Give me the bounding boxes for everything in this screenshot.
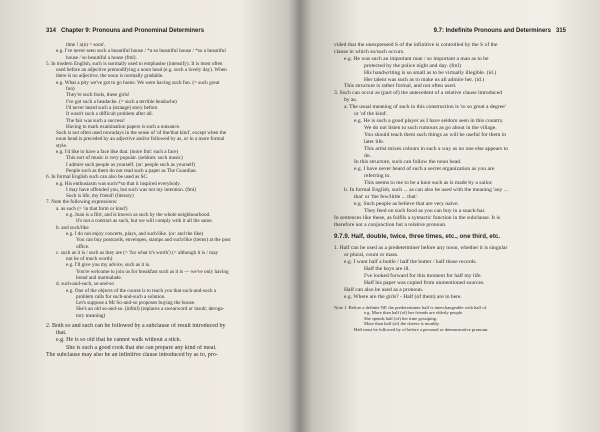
text-line: People such as them do not read such a paper as The Guardian. (66, 167, 197, 174)
left-page (0, 0, 292, 432)
text-line: Her talent was such as to make us all admire her. (id.) (364, 76, 485, 83)
text-line: e.g. Where are the girls? - Half (of them) are in here. (344, 293, 462, 300)
text-line: there is no adjective, the noun is normally gradable. (56, 73, 164, 80)
text-line: This seems to me to be a knot such as is made by a sailor. (364, 180, 493, 187)
text-line: You're welcome to join us for breakfast such as it is — we've only having (76, 268, 229, 275)
text-line: 5. In modern English, such is normally used to emphasise (intensify). It is most often (46, 60, 223, 67)
text-line: I've got such a headache. (= such a terrible headache) (66, 98, 177, 105)
text-line: a. The usual meaning of such in this construction is 'to so great a degree' (344, 104, 506, 111)
text-line: house / so beautiful a house (fml). (66, 54, 137, 61)
text-line: Such is not often used nowadays in the sense of 'of the/that kind', except when the (56, 130, 227, 137)
text-line: that' or 'the few/little ... that'. (354, 193, 419, 200)
text-line: protected by the police night and day. (fml) (364, 62, 461, 69)
text-line: e.g. One of the objects of the course is to teach you that such-and-such a (66, 287, 217, 294)
text-line: His handwriting is so small as to be virtually illegible. (id.) (364, 69, 497, 76)
text-line: Let's suppose a Mr So-and-so proposes buying the house. (76, 300, 196, 307)
text-line: e.g. He was such an important man / so important a man as to be (344, 55, 489, 62)
right-page-number: 315 (555, 28, 566, 34)
text-line: They're such fools, these girls! (66, 92, 130, 99)
text-line: 2. Both so and such can be followed by a subclause of result introduced by (46, 323, 226, 330)
text-line: e.g. He is so old that he cannot walk without a stick. (56, 337, 182, 344)
text-line: This artist mixes colours in such a way as no one else appears to (364, 145, 509, 152)
text-line: It wasn't such a difficult problem after all. (66, 111, 153, 118)
text-line: used before an adjective premodifying a noun head (e.g. such a lovely day). When (56, 67, 227, 74)
text-line: The fair was such a success! (66, 117, 125, 124)
text-line: More than half (of) the cheese is mouldy. (364, 321, 440, 327)
left-page-number: 314 (46, 28, 57, 34)
text-line: She spends half (of) her time gossiping. (364, 315, 438, 321)
text-line: In sentences like these, as fulfils a syntactic function in the subclause. It is (334, 214, 501, 221)
text-line: e.g. I do not enjoy concerts, plays, and such/like. (or: and the like) (66, 230, 204, 237)
note-block (334, 305, 574, 333)
text-line: This structure is rather formal, and not often used. (344, 83, 457, 90)
text-line: 1. Half can be used as a predeterminer before any noun, whether it is singular (334, 245, 508, 252)
text-line: Half the boys are ill. (364, 266, 410, 273)
text-line: Note 1. Before a definite NP, the predeterminer half is interchangeable with half of. (334, 304, 488, 310)
text-line: 7. Note the following expressions: (46, 199, 118, 206)
text-line: vided that the unexpressed S of the infinitive is controlled by the S of the (334, 42, 498, 48)
text-line: tory meaning) (76, 312, 106, 319)
text-line: e.g. More than half (of) her friends are elderly people. (364, 310, 464, 316)
text-line: office. (76, 243, 90, 250)
text-line: bread and marmalade. (76, 274, 122, 281)
text-line: style. (56, 142, 68, 149)
text-line: clause in which so/such occurs. (334, 48, 405, 55)
text-line: 6. In formal English such can also be used as SC. (46, 174, 149, 181)
text-line: later life. (364, 138, 385, 145)
text-line: e.g. I've never seen such a beautiful house / *a so beautiful house / *so a beautiful (56, 48, 226, 55)
text-line: Half must be followed by of before a personal or demonstrative pronoun. (354, 327, 489, 332)
right-body-text (334, 42, 574, 333)
text-line: I've looked forward for this moment for half my life. (364, 273, 482, 279)
text-line: time ! a(n) = soon'. (66, 42, 106, 48)
text-line: b. and such/like (56, 224, 89, 231)
text-line: referring to. (364, 173, 391, 180)
text-line: by as. (344, 97, 358, 104)
text-line: The subclause may also be an infinitive clause introduced by as to, pro- (46, 351, 218, 358)
text-line: This sort of music is very popular. (seldom: such music) (66, 155, 183, 162)
right-top-block (334, 42, 574, 228)
left-body-text (46, 42, 278, 359)
right-page (308, 0, 600, 432)
text-line: You can buy postcards, envelopes, stamps and such/like (items) at the post (76, 237, 231, 244)
text-line: a. as such (= 'in that form or kind') (56, 205, 128, 212)
text-line: fun) (66, 86, 75, 93)
text-line: b. In formal English, such ... as can also be used with the meaning 'any ... (344, 187, 508, 194)
text-line: e.g. I'd like to have a face like that. (more fml: such a face) (56, 149, 179, 156)
text-line: or plural, count or mass. (344, 252, 399, 259)
text-line: e.g. I want half a bottle / half the butter / half those records. (344, 259, 477, 266)
text-line: Having to mark examination papers is such a nuisance. (66, 123, 181, 130)
text-line: I may have offended you, but such was not my intention. (fml) (66, 186, 196, 193)
text-line: that. (56, 330, 67, 337)
text-line: do. (364, 152, 371, 159)
text-line: therefore not a conjunction but a relative pronoun. (334, 221, 447, 228)
text-line: c. such as it is / such as they are (= 'for what it's worth') (= although it is / may (56, 249, 219, 256)
text-line: In this structure, such can follow the noun head. (354, 159, 462, 166)
text-line: or 'of the kind'. (354, 111, 388, 118)
text-line: d. such-and-such, so-and-so (56, 281, 114, 288)
right-running-head (434, 28, 566, 34)
text-line: Half his paper was copied from unmentioned sources. (364, 279, 485, 286)
text-line: They feed on such food as you can buy in a snack-bar. (364, 207, 486, 214)
text-line: noun head is preceded by an adjective and/or followed by as, or in a more formal (56, 136, 225, 143)
text-line: I admire such people as yourself. (or: people such as yourself) (66, 161, 195, 168)
section-heading: 9.7.9. Half, double, twice, three times, etc., one third, etc. (334, 233, 501, 241)
text-line: Half can also be used as a pronoun. (344, 286, 424, 293)
text-line: e.g. Such people as believe that are very naive. (354, 200, 459, 207)
text-line: Such is life, my friend! (literary) (66, 193, 134, 200)
text-line: It's not a contract as such, but we will comply with it all the same. (76, 218, 213, 225)
text-line: She's an old so-and-so. (infml) (replaces a swearword or insult; deroga- (76, 306, 225, 313)
text-line: not be of much worth) (66, 256, 113, 263)
left-chapter-title: Chapter 9: Pronouns and Pronominal Determiners (61, 28, 205, 34)
text-line: e.g. I have never heard of such a secret organization as you are (354, 166, 495, 173)
text-line: e.g. He is such a good player as I have seldom seen in this country. (354, 117, 504, 124)
text-line: She is such a good cook that she can prepare any kind of meal. (66, 344, 217, 351)
left-running-head (46, 28, 204, 34)
text-line: We do not listen to such rumours as go about in the village. (364, 124, 497, 131)
text-line: e.g. Joan is a flirt, and is known as such by the whole neighbourhood. (66, 212, 211, 219)
text-line: e.g. His enthusiasm was such/*so that it inspired everybody. (56, 180, 181, 187)
right-bottom-block (334, 245, 574, 300)
text-line: e.g. What a pity we've got to go home. We were having such fun. (= such great (56, 79, 220, 86)
text-line: problem calls for such-and-such a solution. (76, 293, 166, 300)
text-line: e.g. I'll give you my advice, such as it is. (66, 262, 151, 269)
text-line: 3. Such can occur as (part of) the antecedent of a relative clause introduced (334, 90, 503, 97)
text-line: I'd never heard such a (strange) story before. (66, 104, 159, 111)
right-section-title: 9.7: Indefinite Pronouns and Determiners (433, 28, 551, 34)
text-line: You should teach them such things as will be useful for them in (364, 131, 507, 138)
